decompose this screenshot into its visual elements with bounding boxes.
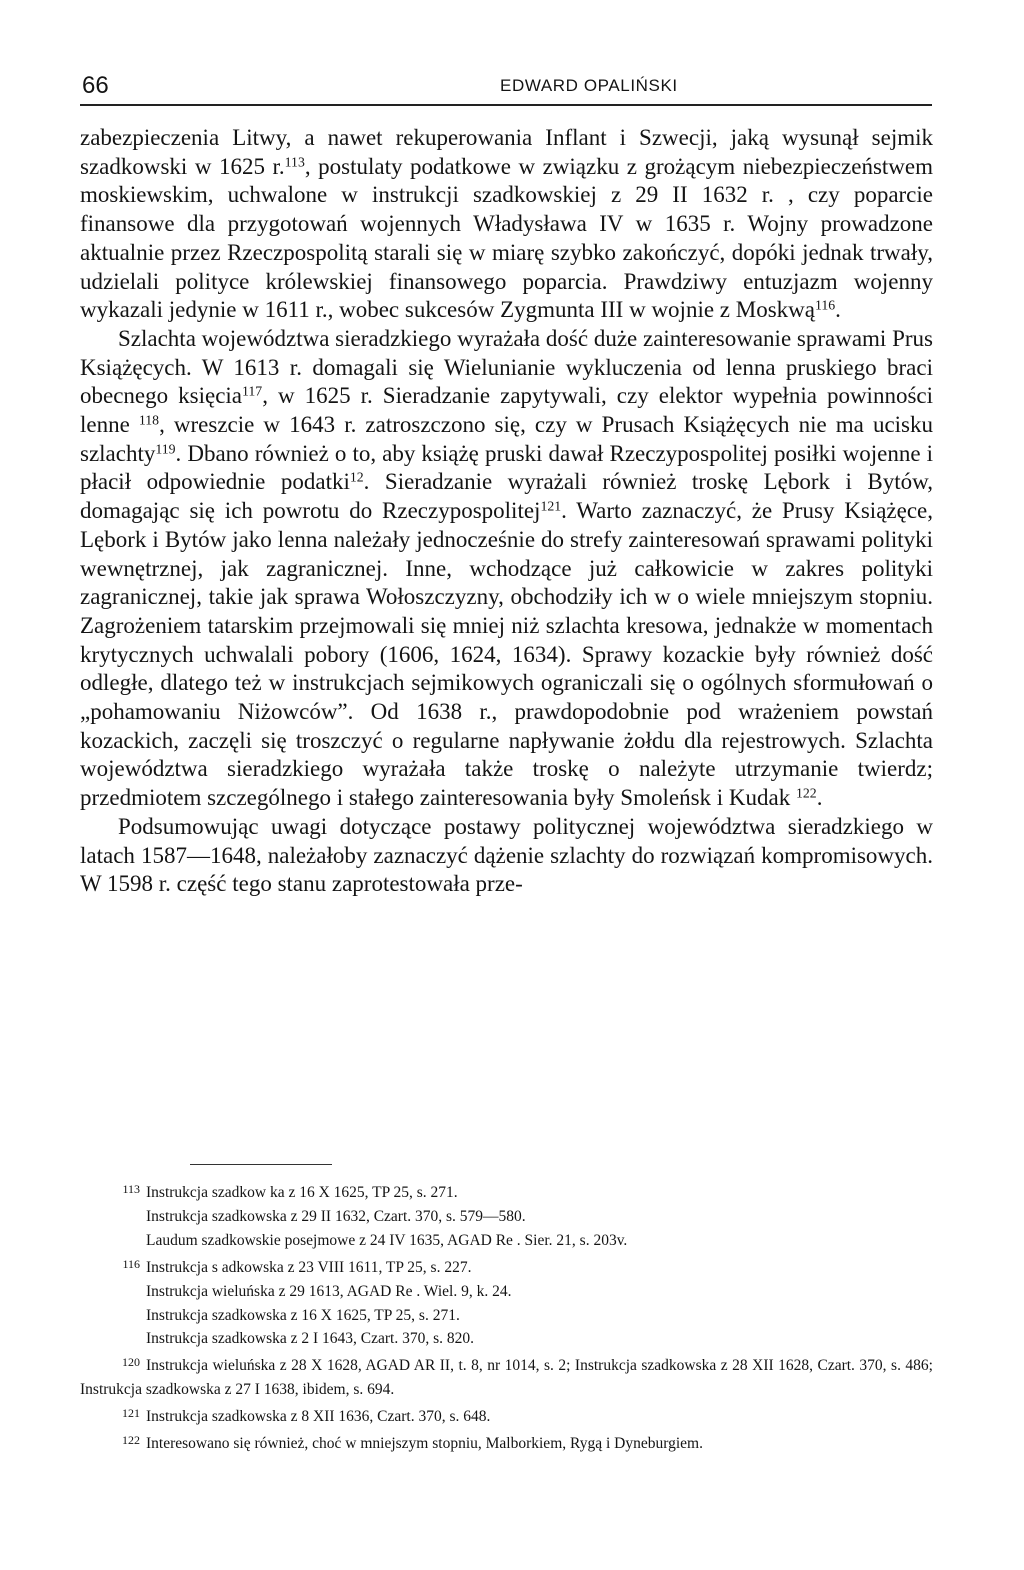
body-text — [80, 124, 933, 899]
footnotes — [80, 1178, 933, 1456]
page-header — [80, 70, 932, 106]
text-run: . — [816, 785, 823, 811]
footnote-text: Instrukcja szadkowska z 16 X 1625, TP 25, s. 271. — [146, 1306, 460, 1324]
paragraph — [80, 813, 933, 899]
text-run: , wreszcie w 1643 r. zatroszczono się, czy w Prusach Książęcych nie ma ucisku szlachty — [80, 412, 933, 466]
text-run: Podsumowując uwagi dotyczące postawy politycznej województwa sieradzkiego w latach 1587—1648, należałoby zaznaczyć dążenie szlachty do rozwiązań kompromisowych. W 1598 r. część tego stanu zaprotestowała prze- — [80, 813, 933, 897]
footnote-reference[interactable]: 121 — [540, 498, 562, 514]
paragraph — [80, 124, 933, 325]
footnote — [80, 1253, 933, 1280]
footnote-text: Instrukcja wieluńska z 28 X 1628, AGAD AR II, t. 8, nr 1014, s. 2; Instrukcja szadkowska z 28 XII 1628, Czart. 370, s. 486; Instrukcja szadkowska z 27 I 1638, ibidem, s. 694. — [80, 1357, 933, 1399]
running-head: EDWARD OPALIŃSKI — [500, 76, 678, 95]
page-number: 66 — [82, 72, 109, 99]
footnote-marker: 113 — [122, 1182, 140, 1196]
footnote-reference[interactable]: 122 — [796, 785, 817, 801]
footnote-reference[interactable]: 118 — [138, 412, 160, 428]
footnote — [80, 1280, 933, 1304]
footnote — [80, 1429, 933, 1456]
footnote-reference[interactable]: 12 — [349, 469, 364, 485]
footnote-reference[interactable]: 119 — [155, 441, 176, 457]
footnote-marker: 116 — [122, 1256, 140, 1271]
footnote-text: Laudum szadkowskie posejmowe z 24 IV 1635, AGAD Re . Sier. 21, s. 203v. — [146, 1231, 628, 1249]
paragraph — [80, 325, 933, 813]
footnote-marker: 121 — [122, 1406, 140, 1421]
footnote — [80, 1402, 933, 1429]
footnote-text: Instrukcja szadkowska z 29 II 1632, Czart. 370, s. 579—580. — [146, 1207, 526, 1225]
footnote — [80, 1351, 933, 1402]
footnote-reference[interactable]: 113 — [284, 154, 305, 170]
footnote — [80, 1304, 933, 1328]
footnote-text: Instrukcja wieluńska z 29 1613, AGAD Re . Wiel. 9, k. 24. — [146, 1282, 512, 1300]
footnote-marker: 122 — [122, 1433, 140, 1448]
footnote — [80, 1178, 933, 1205]
text-run: . Warto zaznaczyć, że Prusy Książęce, Lębork i Bytów jako lenna należały jednocześnie do strefy zainteresowań sprawami polityki wewnętrznej, jak zagranicznej. Inne, wchodzące już całkowicie w zakres polityki zagranicznej, takie jak sprawa Wołoszczyzny, obchodziły ich w o wiele mniejszym stopniu. Zagrożeniem tatarskim przejmowali się mniej niż szlachta kresowa, jednakże w momentach krytycznych uchwalali pobory (1606, 1624, 1634). Sprawy kozackie były również dość odległe, dlatego też w instrukcjach sejmikowych ograniczali się o ogólnych sformułowań o „pohamowaniu Niżowców”. Od 1638 r., prawdopodobnie pod wrażeniem powstań kozackich, zaczęli się troszczyć o regularne napływanie żołdu dla rejestrowych. Szlachta województwa sieradzkiego wyrażała także troskę o należyte utrzymanie twierdz; przedmiotem szczególnego i stałego zainteresowania były Smoleńsk i Kudak — [80, 498, 933, 811]
footnote-text: Instrukcja szadkowska z 8 XII 1636, Czart. 370, s. 648. — [146, 1408, 491, 1426]
text-run: , postulaty podatkowe w związku z grożącym niebezpieczeństwem moskiewskim, uchwalone w instrukcji szadkowskiej z 29 II 1632 r. , czy poparcie finansowe dla przygotowań wojennych Władysława IV w 1635 r. Wojny prowadzone aktualnie przez Rzeczpospolitą starali się w miarę szybko zakończyć, dopóki jednak trwały, udzielali polityce królewskiej finansowego poparcia. Prawdziwy entuzjazm wojenny wykazali jedynie w 1611 r., wobec sukcesów Zygmunta III w wojnie z Moskwą — [80, 153, 933, 323]
footnote — [80, 1229, 933, 1253]
footnote-text: Instrukcja szadkow ka z 16 X 1625, TP 25, s. 271. — [146, 1184, 458, 1201]
text-run: zabezpieczenia Litwy, a nawet rekuperowania Inflant i Szwecji, jaką wysunął sejmik szadkowski w 1625 r. — [80, 125, 933, 179]
footnote-text: Instrukcja s adkowska z 23 VIII 1611, TP 25, s. 227. — [146, 1258, 472, 1276]
text-run: . — [835, 297, 841, 323]
footnote — [80, 1327, 933, 1351]
text-run: Szlachta województwa sieradzkiego wyrażała dość duże zainteresowanie sprawami Prus Książęcych. W 1613 r. domagali się Wielunianie wykluczenia od lenna pruskiego braci obecnego księcia — [80, 325, 933, 409]
text-run: , w 1625 r. Sieradzanie zapytywali, czy elektor wypełnia powinności lenne — [80, 383, 934, 438]
footnote-reference[interactable]: 117 — [242, 383, 263, 399]
footnote-separator — [190, 1164, 332, 1165]
footnote-reference[interactable]: 116 — [814, 297, 836, 313]
footnote-text: Instrukcja szadkowska z 2 I 1643, Czart. 370, s. 820. — [146, 1330, 475, 1348]
footnote — [80, 1205, 933, 1229]
text-run: . Dbano również o to, aby książę pruski dawał Rzeczypospolitej posiłki wojenne i płacił odpowiednie podatki — [80, 440, 933, 495]
footnote-text: Interesowano się również, choć w mniejszym stopniu, Malborkiem, Rygą i Dyneburgiem. — [146, 1435, 703, 1453]
text-run: . Sieradzanie wyrażali również troskę Lębork i Bytów, domagając się ich powrotu do Rzeczypospolitej — [80, 469, 933, 524]
footnote-marker: 120 — [122, 1355, 140, 1370]
